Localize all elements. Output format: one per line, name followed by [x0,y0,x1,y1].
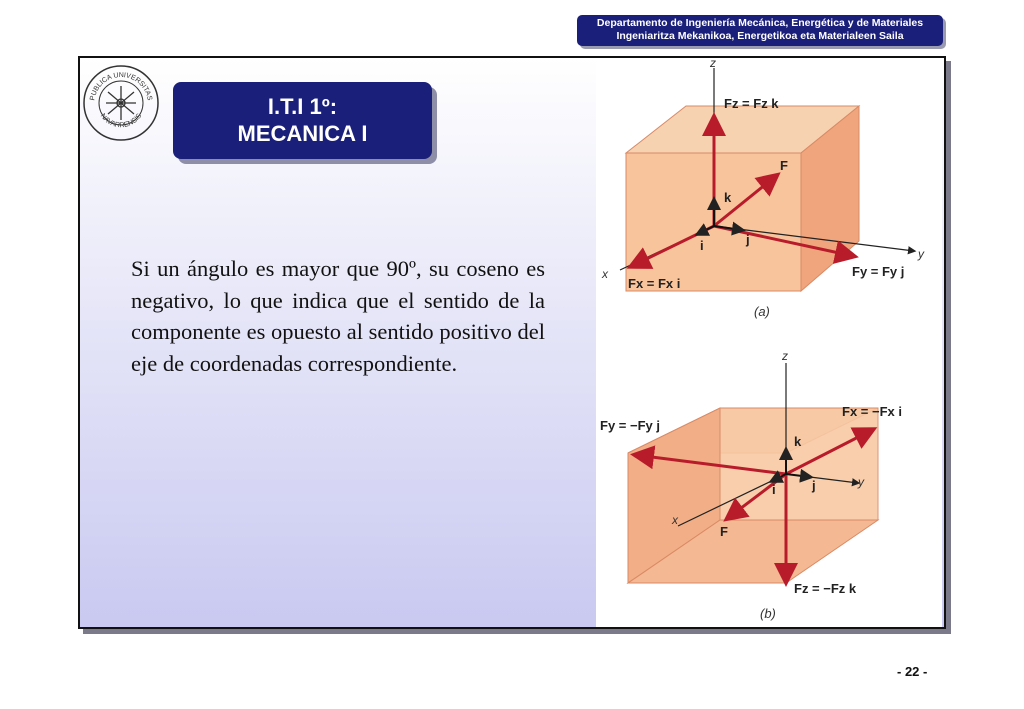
course-title-banner [173,82,432,159]
fig-a-axis-y: y [918,247,924,261]
figure-b-diagram [628,363,878,583]
fig-a-i-label: i [700,238,704,253]
fig-b-i-label: i [772,482,776,497]
fig-b-axis-x: x [672,513,678,527]
fig-a-fy-label: Fy = Fy j [852,264,905,279]
fig-b-j-label: j [812,478,816,493]
department-name-eu: Ingeniaritza Mekanikoa, Energetikoa eta Materialeen Saila [616,30,904,42]
fig-a-fx-label: Fx = Fx i [628,276,681,291]
fig-b-fy-label: Fy = −Fy j [600,418,660,433]
force-component-figure [596,58,942,627]
fig-a-caption: (a) [754,304,770,319]
page-number: - 22 - [897,664,928,679]
fig-a-f-label: F [780,158,788,173]
fig-a-k-label: k [724,190,732,205]
fig-b-fx-label: Fx = −Fx i [842,404,902,419]
fig-b-fz-label: Fz = −Fz k [794,581,857,596]
explanation-paragraph: Si un ángulo es mayor que 90º, su coseno es negativo, lo que indica que el sentido de la componente es opuesto al sentido positivo del eje de coordenadas correspondiente. [131,256,545,376]
fig-b-k-label: k [794,434,802,449]
fig-b-axis-y: y [858,475,864,489]
department-name-es: Departamento de Ingeniería Mecánica, Energética y de Materiales [596,17,924,29]
svg-text:PUBLICA UNIVERSITAS: PUBLICA UNIVERSITAS [89,71,153,102]
fig-b-axis-z: z [782,349,788,363]
fig-a-axis-x: x [602,267,608,281]
fig-b-caption: (b) [760,606,776,621]
course-name: MECANICA I [237,121,368,146]
university-seal-logo [82,64,160,142]
department-banner [577,15,943,46]
fig-a-j-label: j [746,232,750,247]
fig-a-fz-label: Fz = Fz k [724,96,779,111]
fig-b-f-label: F [720,524,728,539]
svg-text:NAVARRENSIS: NAVARRENSIS [98,112,144,130]
course-code: I.T.I 1º: [267,94,338,119]
fig-a-axis-z: z [710,58,716,70]
